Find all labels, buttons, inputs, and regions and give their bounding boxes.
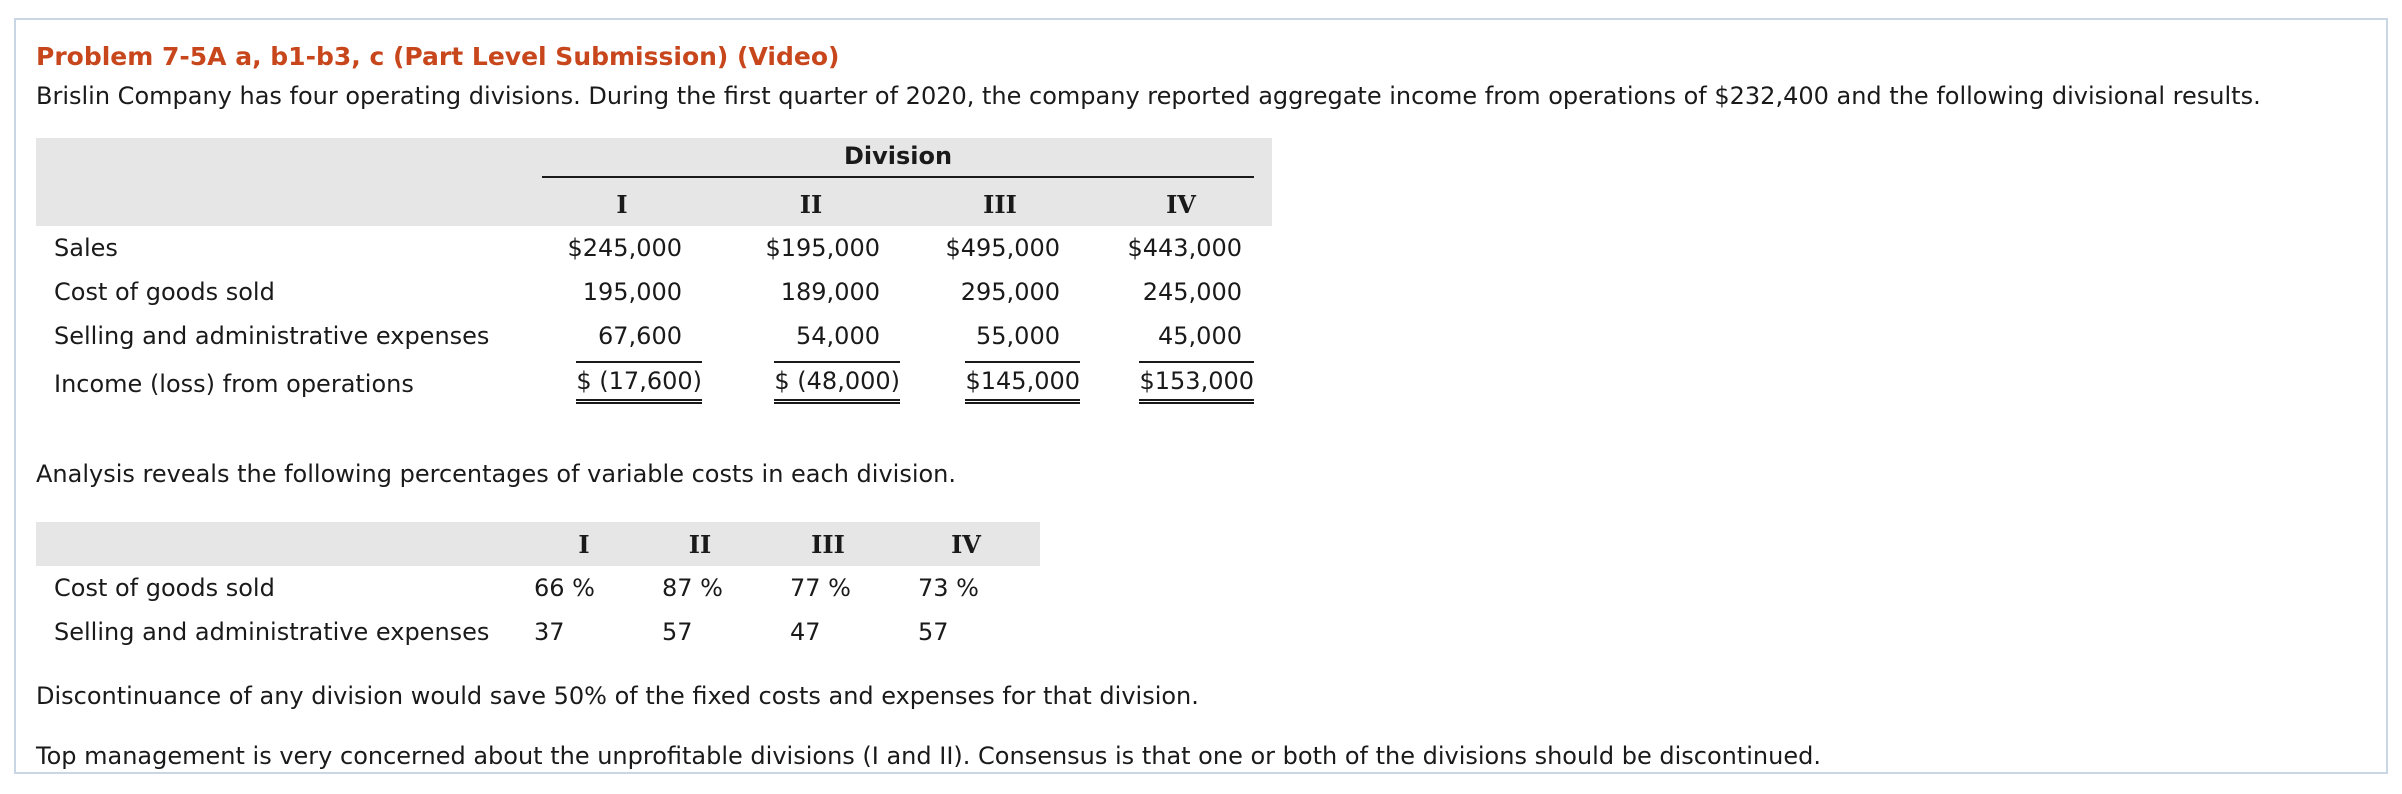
table-cell: 54,000	[796, 322, 880, 350]
table-cell: 245,000	[1142, 278, 1242, 306]
table-row	[36, 270, 1272, 314]
table-row	[36, 358, 1272, 406]
division-header: Division	[542, 142, 1254, 178]
row-label: Cost of goods sold	[54, 278, 275, 306]
variable-cost-table	[36, 522, 1040, 654]
row-label: Cost of goods sold	[54, 574, 275, 602]
row-label: Sales	[54, 234, 118, 262]
table-cell: 73 %	[918, 574, 979, 602]
table2-column-header-row	[36, 522, 1040, 566]
table2-col-ii: II	[636, 522, 764, 566]
table-cell: 57	[918, 618, 949, 646]
table-cell: 195,000	[582, 278, 682, 306]
table1-group-header-row	[36, 138, 1272, 182]
table2-col-i: I	[532, 522, 636, 566]
table-cell: $ (48,000)	[774, 361, 900, 404]
table1-col-i: I	[532, 182, 712, 226]
table-cell: 77 %	[790, 574, 851, 602]
table-cell: 57	[662, 618, 693, 646]
intro-text: Brislin Company has four operating divisions. During the first quarter of 2020, the company reported aggregate income from operations of $232,400 and the following divisional results.	[36, 82, 2261, 110]
table-cell: 55,000	[976, 322, 1060, 350]
row-label: Selling and administrative expenses	[54, 618, 490, 646]
discontinuance-note: Discontinuance of any division would save 50% of the fixed costs and expenses for that division.	[36, 682, 1199, 710]
table-cell: 66 %	[534, 574, 595, 602]
row-label: Income (loss) from operations	[54, 370, 414, 398]
management-note: Top management is very concerned about the unprofitable divisions (I and II). Consensus is that one or both of the divisions should be discontinued.	[36, 742, 1821, 770]
table-cell: 45,000	[1158, 322, 1242, 350]
table-cell: 189,000	[780, 278, 880, 306]
table1-col-iii: III	[910, 182, 1090, 226]
table-cell: $245,000	[567, 234, 682, 262]
analysis-text: Analysis reveals the following percentages of variable costs in each division.	[36, 460, 957, 488]
table-cell: $145,000	[965, 361, 1080, 404]
table-cell: 87 %	[662, 574, 723, 602]
table-cell: 295,000	[960, 278, 1060, 306]
row-label: Selling and administrative expenses	[54, 322, 490, 350]
table-cell: $495,000	[945, 234, 1060, 262]
table-cell: $153,000	[1139, 361, 1254, 404]
table-cell: 47	[790, 618, 821, 646]
table1-col-ii: II	[712, 182, 910, 226]
table1-column-header-row	[36, 182, 1272, 226]
problem-panel	[14, 18, 2388, 774]
table-cell: $ (17,600)	[576, 361, 702, 404]
table1-col-iv: IV	[1090, 182, 1272, 226]
table-cell: 37	[534, 618, 565, 646]
table-row	[36, 610, 1040, 654]
table-row	[36, 314, 1272, 358]
table-cell: 67,600	[598, 322, 682, 350]
problem-title: Problem 7-5A a, b1-b3, c (Part Level Submission) (Video)	[36, 42, 840, 71]
table2-col-iii: III	[764, 522, 892, 566]
table-row	[36, 566, 1040, 610]
table2-col-iv: IV	[892, 522, 1040, 566]
divisional-results-table	[36, 138, 1272, 406]
table-row	[36, 226, 1272, 270]
table-cell: $195,000	[765, 234, 880, 262]
table-cell: $443,000	[1127, 234, 1242, 262]
